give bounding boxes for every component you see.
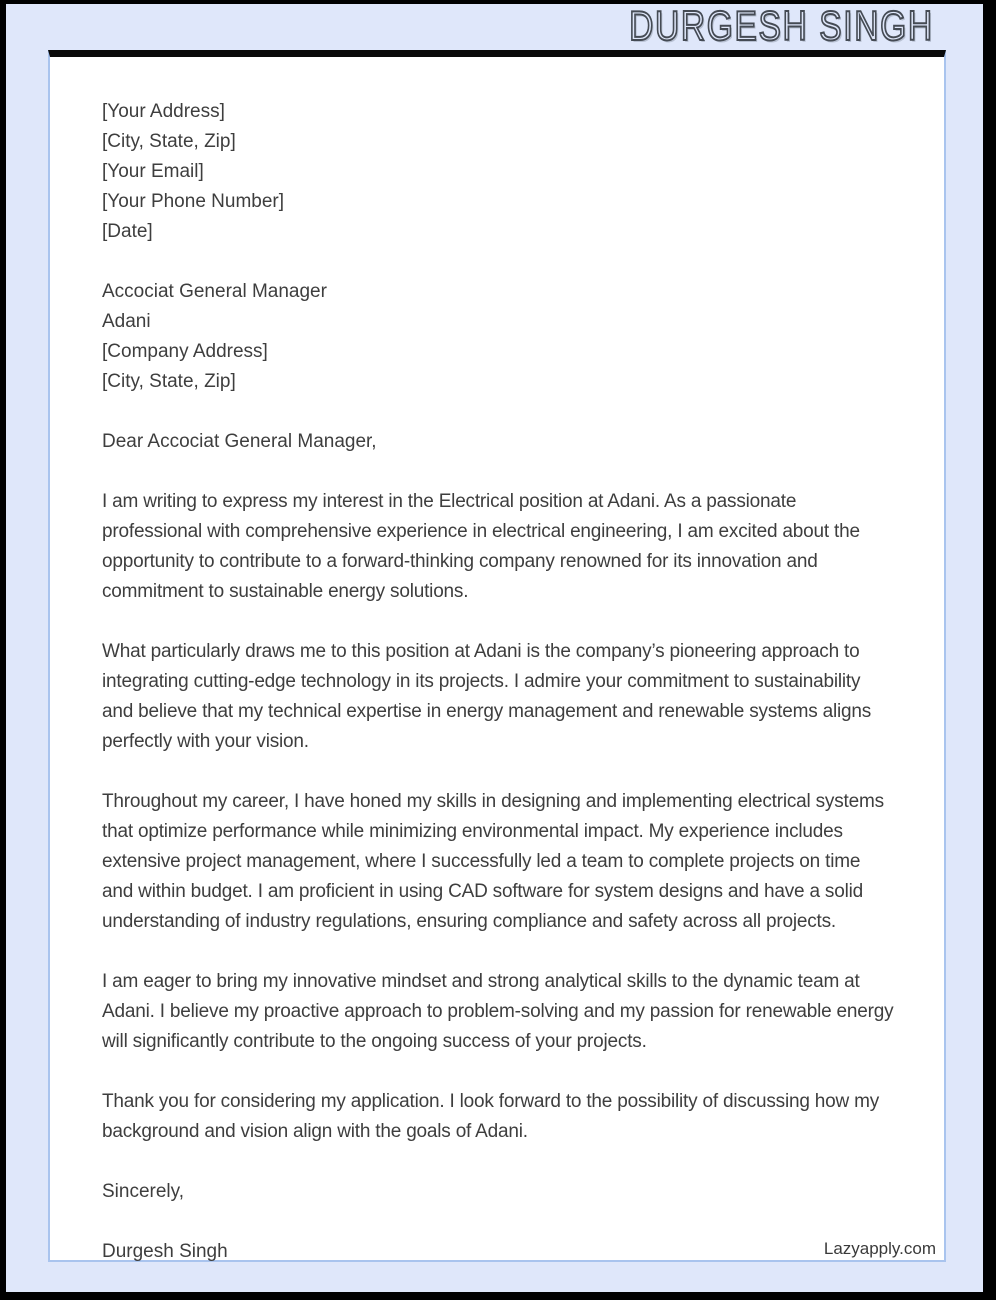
recipient-address-line: [Company Address] [102, 341, 268, 362]
recipient-city-line: [City, State, Zip] [102, 371, 236, 392]
body-paragraph-2: What particularly draws me to this position at Adani is the company’s pioneering approach to integrating cutting-edge technology in its projects. I admire your commitment to sustainability and believe that my technical expertise in energy management and renewable systems aligns perfectly with your vision. [102, 641, 872, 752]
closing: Sincerely, [102, 1181, 185, 1202]
recipient-title-line: Accociat General Manager [102, 281, 327, 302]
watermark-label: Lazyapply.com [823, 1239, 936, 1258]
recipient-company-line: Adani [102, 311, 151, 332]
sender-date-line: [Date] [102, 221, 153, 242]
sender-city-line: [City, State, Zip] [102, 131, 236, 152]
body-paragraph-4: I am eager to bring my innovative mindset and strong analytical skills to the dynamic team at Adani. I believe my proactive approach to problem-solving and my passion for renewable energy will significantly contribute to the ongoing success of your projects. [102, 971, 894, 1052]
letter-body [50, 57, 944, 1267]
sender-address-line: [Your Address] [102, 101, 225, 122]
recipient-block [102, 277, 894, 397]
candidate-name-header: DURGESH SINGH [629, 2, 934, 49]
letter-page [48, 50, 946, 1262]
signature-name: Durgesh Singh [102, 1241, 228, 1262]
body-paragraph-5: Thank you for considering my application. I look forward to the possibility of discussing how my background and vision align with the goals of Adani. [102, 1091, 880, 1142]
body-paragraph-1: I am writing to express my interest in the Electrical position at Adani. As a passionate professional with comprehensive experience in electrical engineering, I am excited about the opportunity to contribute to a forward-thinking company renowned for its innovation and commitment to sustainable energy solutions. [102, 491, 860, 602]
body-paragraph-3: Throughout my career, I have honed my skills in designing and implementing electrical systems that optimize performance while minimizing environmental impact. My experience includes extensive project management, where I successfully led a team to complete projects on time and within budget. I am proficient in using CAD software for system designs and have a solid understanding of industry regulations, ensuring compliance and safety across all projects. [102, 791, 884, 932]
sender-block [102, 97, 894, 247]
header [48, 2, 946, 50]
sender-phone-line: [Your Phone Number] [102, 191, 285, 212]
sender-email-line: [Your Email] [102, 161, 204, 182]
salutation: Dear Accociat General Manager, [102, 431, 377, 452]
